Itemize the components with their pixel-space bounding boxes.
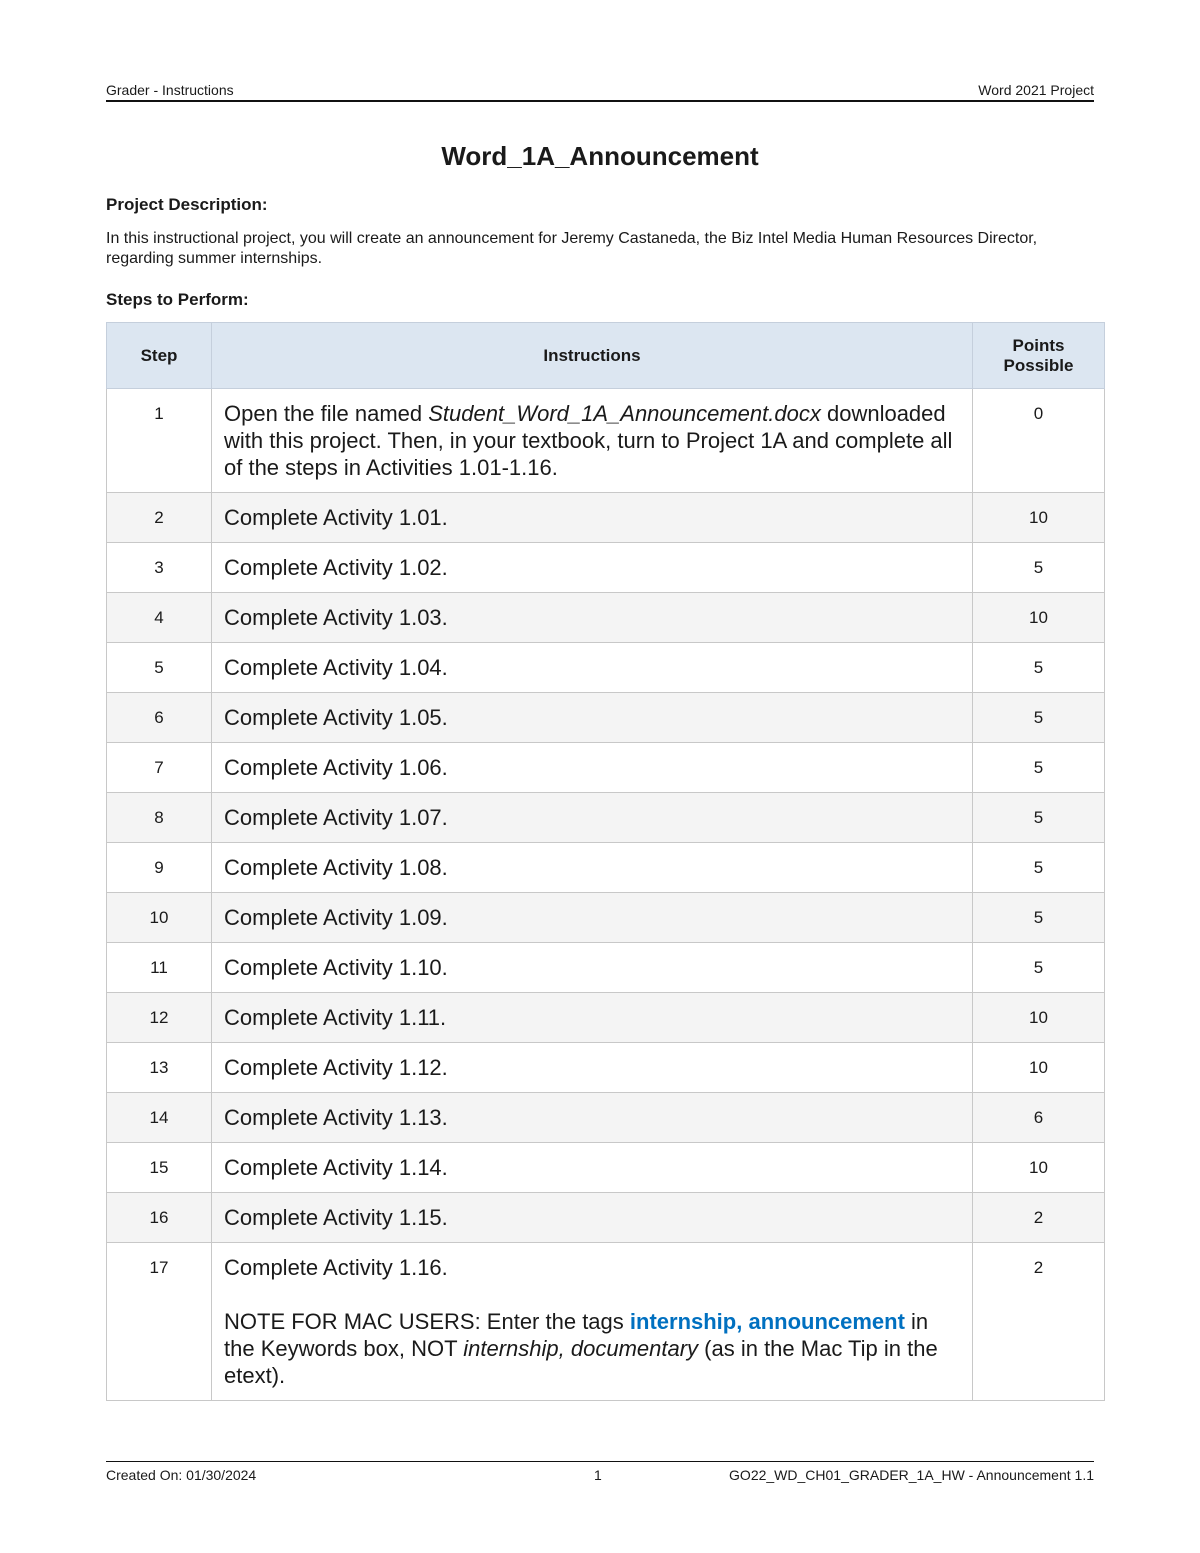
table-row	[107, 1193, 1105, 1243]
step-points: 10	[973, 493, 1105, 543]
table-row	[107, 493, 1105, 543]
step-points: 0	[973, 389, 1105, 493]
step-number: 16	[107, 1193, 212, 1243]
mac-users-note: NOTE FOR MAC USERS: Enter the tags internship, announcement in the Keywords box, NOT internship, documentary (as in the Mac Tip in the etext).	[224, 1309, 938, 1388]
step-instruction: Complete Activity 1.14.	[212, 1143, 973, 1193]
table-row	[107, 1043, 1105, 1093]
step-number: 13	[107, 1043, 212, 1093]
step-instruction: Complete Activity 1.03.	[212, 593, 973, 643]
step-number: 6	[107, 693, 212, 743]
table-header-row	[107, 323, 1105, 389]
step-instruction: Complete Activity 1.02.	[212, 543, 973, 593]
step-points: 5	[973, 743, 1105, 793]
footer-page-number: 1	[594, 1467, 602, 1483]
col-header-points: Points Possible	[973, 323, 1105, 389]
col-header-step: Step	[107, 323, 212, 389]
keyword-tags: internship, announcement	[629, 1309, 905, 1334]
page-header	[106, 82, 1094, 102]
document-title: Word_1A_Announcement	[441, 141, 759, 171]
step-instruction: Complete Activity 1.15.	[212, 1193, 973, 1243]
step-number: 5	[107, 643, 212, 693]
table-row	[107, 1243, 1105, 1401]
step-number: 7	[107, 743, 212, 793]
step-points: 5	[973, 843, 1105, 893]
step-points: 10	[973, 993, 1105, 1043]
table-row	[107, 1093, 1105, 1143]
step-instruction: Complete Activity 1.08.	[212, 843, 973, 893]
step-instruction: Complete Activity 1.13.	[212, 1093, 973, 1143]
steps-heading: Steps to Perform:	[106, 290, 249, 309]
step-points: 5	[973, 793, 1105, 843]
footer-created-on: Created On: 01/30/2024	[106, 1467, 257, 1483]
step-instruction: Complete Activity 1.07.	[212, 793, 973, 843]
table-row	[107, 389, 1105, 493]
step-number: 8	[107, 793, 212, 843]
step-instruction: Complete Activity 1.04.	[212, 643, 973, 693]
header-right: Word 2021 Project	[978, 82, 1094, 98]
step-points: 2	[973, 1193, 1105, 1243]
step-instruction: Complete Activity 1.06.	[212, 743, 973, 793]
header-left: Grader - Instructions	[106, 82, 234, 98]
wrong-keyword-tags: internship, documentary	[463, 1336, 699, 1361]
step-points: 10	[973, 593, 1105, 643]
project-description-heading: Project Description:	[106, 195, 268, 214]
step-points: 5	[973, 943, 1105, 993]
table-row	[107, 943, 1105, 993]
step-number: 1	[107, 389, 212, 493]
step-number: 12	[107, 993, 212, 1043]
table-row	[107, 993, 1105, 1043]
step-points: 10	[973, 1043, 1105, 1093]
step-points: 5	[973, 693, 1105, 743]
step-number: 14	[107, 1093, 212, 1143]
step-points: 5	[973, 643, 1105, 693]
table-row	[107, 793, 1105, 843]
step-number: 11	[107, 943, 212, 993]
step-instruction: Complete Activity 1.11.	[212, 993, 973, 1043]
step-points: 5	[973, 543, 1105, 593]
table-row	[107, 843, 1105, 893]
steps-table	[106, 322, 1105, 1401]
step-number: 9	[107, 843, 212, 893]
step-instruction: Complete Activity 1.12.	[212, 1043, 973, 1093]
step-number: 15	[107, 1143, 212, 1193]
table-row	[107, 693, 1105, 743]
step-number: 2	[107, 493, 212, 543]
step-instruction: Complete Activity 1.05.	[212, 693, 973, 743]
step-points: 2	[973, 1243, 1105, 1401]
table-row	[107, 893, 1105, 943]
step-instruction: Open the file named Student_Word_1A_Announcement.docx downloaded with this project. Then, in your textbook, turn to Project 1A and complete all of the steps in Activities 1.01-1.16.	[212, 389, 973, 493]
step-instruction-main: Complete Activity 1.16.	[224, 1255, 448, 1280]
step-instruction: Complete Activity 1.09.	[212, 893, 973, 943]
file-name: Student_Word_1A_Announcement.docx	[428, 401, 821, 426]
table-row	[107, 643, 1105, 693]
step-points: 5	[973, 893, 1105, 943]
col-header-instructions: Instructions	[212, 323, 973, 389]
step-number: 4	[107, 593, 212, 643]
table-row	[107, 743, 1105, 793]
project-description-text: In this instructional project, you will create an announcement for Jeremy Castaneda, the Biz Intel Media Human Resources Director, regarding summer internships.	[106, 230, 1038, 267]
step-points: 6	[973, 1093, 1105, 1143]
footer-document-id: GO22_WD_CH01_GRADER_1A_HW - Announcement 1.1	[729, 1467, 1094, 1483]
step-instruction: Complete Activity 1.01.	[212, 493, 973, 543]
table-row	[107, 1143, 1105, 1193]
step-number: 10	[107, 893, 212, 943]
step-number: 3	[107, 543, 212, 593]
step-instruction: Complete Activity 1.10.	[212, 943, 973, 993]
step-instruction	[212, 1243, 973, 1401]
table-row	[107, 543, 1105, 593]
table-row	[107, 593, 1105, 643]
step-points: 10	[973, 1143, 1105, 1193]
page-footer	[106, 1461, 1094, 1483]
step-number: 17	[107, 1243, 212, 1401]
